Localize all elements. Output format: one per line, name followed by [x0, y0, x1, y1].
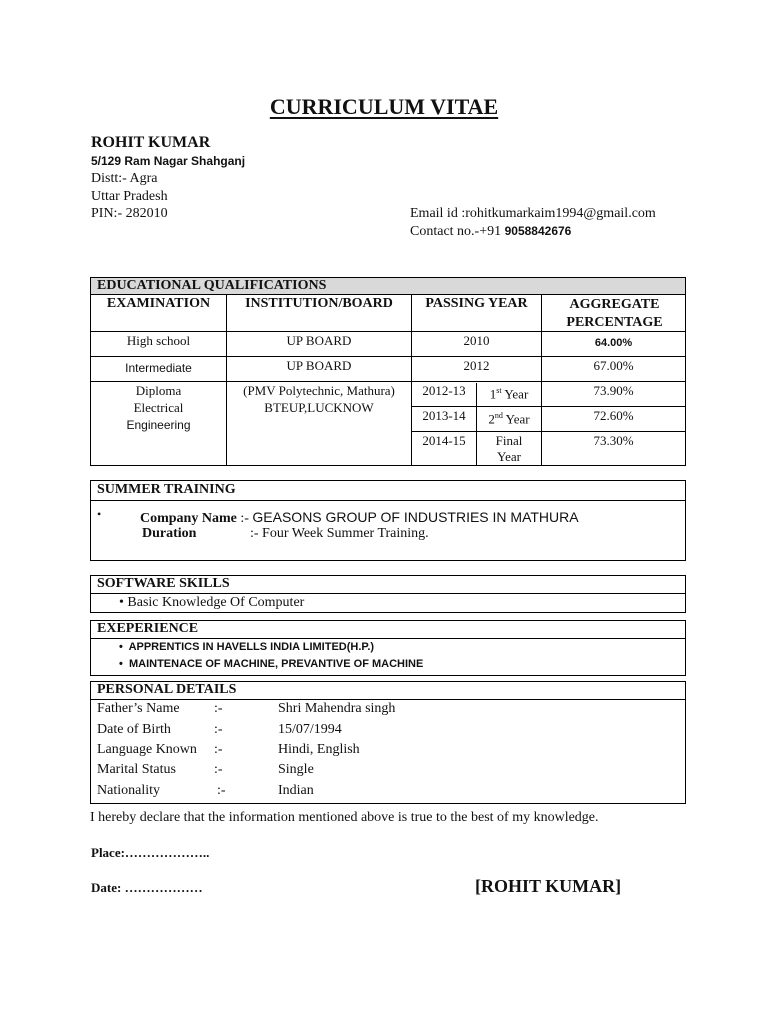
col-header-passing-year: PASSING YEAR: [425, 296, 528, 311]
document-title: [0, 94, 768, 120]
duration-label: Duration: [142, 526, 197, 541]
year-high-school: 2010: [463, 333, 490, 348]
contact: [410, 224, 571, 240]
personal-details-heading: PERSONAL DETAILS: [97, 682, 237, 697]
contact-prefix: Contact no.-+91: [410, 224, 505, 239]
session-3: 2014-15: [422, 433, 466, 448]
exam-intermediate: Intermediate: [125, 361, 192, 375]
title-text: CURRICULUM VITAE: [269, 94, 499, 119]
address-line-3: Uttar Pradesh: [91, 189, 168, 204]
software-skill-item: • Basic Knowledge Of Computer: [119, 595, 305, 610]
year-intermediate: 2012: [463, 358, 490, 373]
email: Email id :rohitkumarkaim1994@gmail.com: [410, 206, 656, 221]
col-header-examination: EXAMINATION: [106, 296, 211, 311]
experience-heading-bar: [91, 621, 685, 639]
exam-diploma-l3: Engineering: [126, 418, 191, 432]
exam-diploma-l2: Electrical: [133, 400, 184, 415]
marital-label: Marital Status: [97, 762, 176, 777]
personal-details-heading-bar: [91, 682, 685, 700]
candidate-name: ROHIT KUMAR: [91, 134, 211, 151]
col-header-institution: INSTITUTION/BOARD: [245, 296, 393, 311]
date: Date: ………………: [91, 880, 203, 895]
percent-year-3: 73.30%: [593, 433, 634, 448]
dob-value: 15/07/1994: [278, 722, 342, 737]
percent-year-1: 73.90%: [593, 383, 634, 398]
experience-heading: EXEPERIENCE: [97, 621, 199, 636]
row-divider: [91, 356, 685, 357]
company-sep: :-: [236, 511, 253, 526]
experience-item-2: • MAINTENACE OF MACHINE, PREVANTIVE OF MACHINE: [119, 658, 424, 670]
pin-code: PIN:- 282010: [91, 206, 168, 221]
education-heading-bar: [91, 278, 685, 295]
session-2: 2013-14: [422, 408, 466, 423]
board-high-school: UP BOARD: [286, 333, 352, 348]
session-1: 2012-13: [422, 383, 466, 398]
percent-high-school: 64.00%: [594, 337, 633, 349]
father-name-label: Father’s Name: [97, 701, 180, 716]
percent-intermediate: 67.00%: [593, 358, 634, 373]
father-name-sep: :-: [214, 701, 223, 716]
language-sep: :-: [214, 742, 223, 757]
nationality-label: Nationality: [97, 783, 160, 798]
board-diploma-l1: (PMV Polytechnic, Mathura): [243, 383, 395, 398]
signature-name: [ROHIT KUMAR]: [475, 876, 622, 896]
place: Place:………………..: [91, 845, 210, 860]
row-divider: [411, 406, 685, 407]
marital-value: Single: [278, 762, 314, 777]
language-label: Language Known: [97, 742, 197, 757]
nationality-value: Indian: [278, 783, 314, 798]
col-header-aggregate: AGGREGATE PERCENTAGE: [566, 297, 663, 330]
row-divider: [91, 381, 685, 382]
year-label-3-l2: Year: [497, 449, 521, 464]
percent-year-2: 72.60%: [593, 408, 634, 423]
software-skills-heading-bar: [91, 576, 685, 594]
language-value: Hindi, English: [278, 742, 360, 757]
board-intermediate: UP BOARD: [286, 358, 352, 373]
education-heading: EDUCATIONAL QUALIFICATIONS: [97, 278, 327, 293]
marital-sep: :-: [214, 762, 223, 777]
summer-training-section: [90, 480, 686, 561]
dob-label: Date of Birth: [97, 722, 171, 737]
company-line: [140, 509, 579, 527]
personal-details-section: [90, 681, 686, 804]
nationality-sep: :-: [217, 783, 226, 798]
summer-training-heading: SUMMER TRAINING: [97, 482, 236, 497]
address-line-2: Distt:- Agra: [91, 171, 158, 186]
declaration: I hereby declare that the information mentioned above is true to the best of my knowledge.: [90, 810, 599, 825]
software-skills-heading: SOFTWARE SKILLS: [97, 576, 230, 591]
company-label: Company Name: [140, 511, 237, 526]
address-line-1: 5/129 Ram Nagar Shahganj: [91, 154, 246, 168]
duration-value: :- Four Week Summer Training.: [250, 526, 429, 541]
board-diploma-l2: BTEUP,LUCKNOW: [264, 400, 374, 415]
year-label-3-l1: Final: [495, 433, 523, 448]
education-table: [90, 277, 686, 466]
row-divider: [411, 431, 685, 432]
dob-sep: :-: [214, 722, 223, 737]
company-value: GEASONS GROUP OF INDUSTRIES IN MATHURA: [252, 509, 579, 525]
bullet: •: [97, 507, 102, 521]
contact-number: 9058842676: [504, 224, 572, 238]
experience-section: [90, 620, 686, 676]
col-divider: [226, 294, 227, 466]
software-skills-section: [90, 575, 686, 613]
experience-item-1: • APPRENTICS IN HAVELLS INDIA LIMITED(H.P.): [119, 641, 375, 653]
summer-training-heading-bar: [91, 481, 685, 501]
exam-diploma-l1: Diploma: [135, 383, 182, 398]
father-name-value: Shri Mahendra singh: [278, 701, 396, 716]
year-label-1: 1st Year: [489, 386, 529, 402]
year-label-2: 2nd Year: [488, 411, 530, 427]
exam-high-school: High school: [126, 333, 191, 348]
